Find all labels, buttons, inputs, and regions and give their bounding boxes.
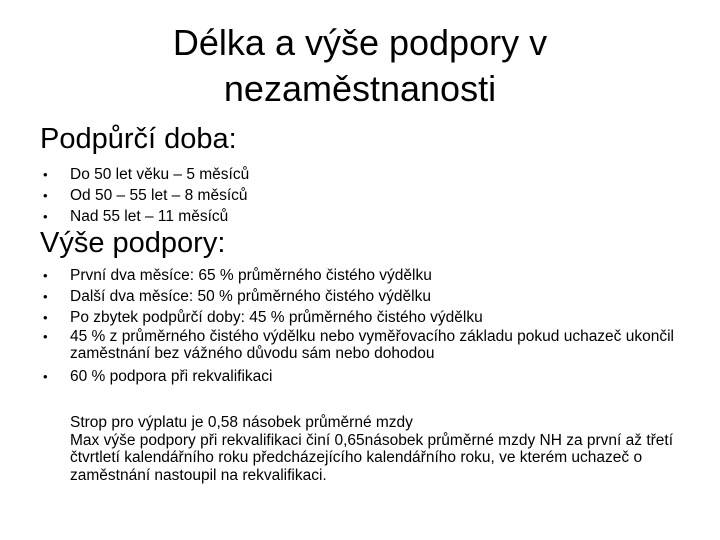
bullet-icon: • — [43, 310, 48, 325]
support-amount-list — [40, 265, 690, 387]
list-item-text: Nad 55 let – 11 měsíců — [70, 208, 229, 225]
support-duration-list — [40, 164, 690, 227]
list-item — [40, 265, 690, 286]
list-item-text: Další dva měsíce: 50 % průměrného čistého výdělku — [70, 288, 431, 305]
bullet-icon: • — [43, 167, 48, 182]
list-item — [40, 286, 690, 307]
slide-title-line-1: Délka a výše podpory v — [172, 22, 548, 63]
bullet-icon: • — [43, 188, 48, 203]
bullet-icon: • — [43, 209, 48, 224]
section-heading-support-amount: Výše podpory: — [40, 227, 226, 259]
list-item — [40, 185, 690, 206]
section-heading-support-duration: Podpůrčí doba: — [40, 123, 237, 155]
bullet-icon: • — [43, 329, 48, 344]
list-item — [40, 164, 690, 185]
list-item — [40, 307, 690, 328]
bullet-icon: • — [43, 289, 48, 304]
note-retraining-max: Max výše podpory při rekvalifikaci činí 0,65násobek průměrné mzdy NH za první až třetí čtvrtletí kalendářního roku předcházejícího kalendářního roku, ve kterém uchazeč o zaměstnání nastoupil na rekvalifikaci. — [70, 431, 674, 484]
bullet-icon: • — [43, 369, 48, 384]
slide-title — [0, 20, 720, 112]
notes-block — [70, 414, 700, 484]
list-item — [40, 328, 690, 362]
list-item — [40, 366, 690, 387]
slide-title-line-2: nezaměstnanosti — [223, 68, 497, 109]
bullet-icon: • — [43, 268, 48, 283]
list-item-text: Od 50 – 55 let – 8 měsíců — [70, 187, 248, 204]
list-item-text: 45 % z průměrného čistého výdělku nebo vyměřovacího základu pokud uchazeč ukončil zaměstnání bez vážného důvodu sám nebo dohodou — [70, 328, 674, 362]
note-payment-cap: Strop pro výplatu je 0,58 násobek průměrné mzdy — [70, 414, 413, 431]
list-item-text: Do 50 let věku – 5 měsíců — [70, 166, 250, 183]
list-item-text: První dva měsíce: 65 % průměrného čistého výdělku — [70, 267, 432, 284]
list-item-text: 60 % podpora při rekvalifikaci — [70, 368, 273, 385]
list-item-text: Po zbytek podpůrčí doby: 45 % průměrného čistého výdělku — [70, 309, 483, 326]
list-item — [40, 206, 690, 227]
